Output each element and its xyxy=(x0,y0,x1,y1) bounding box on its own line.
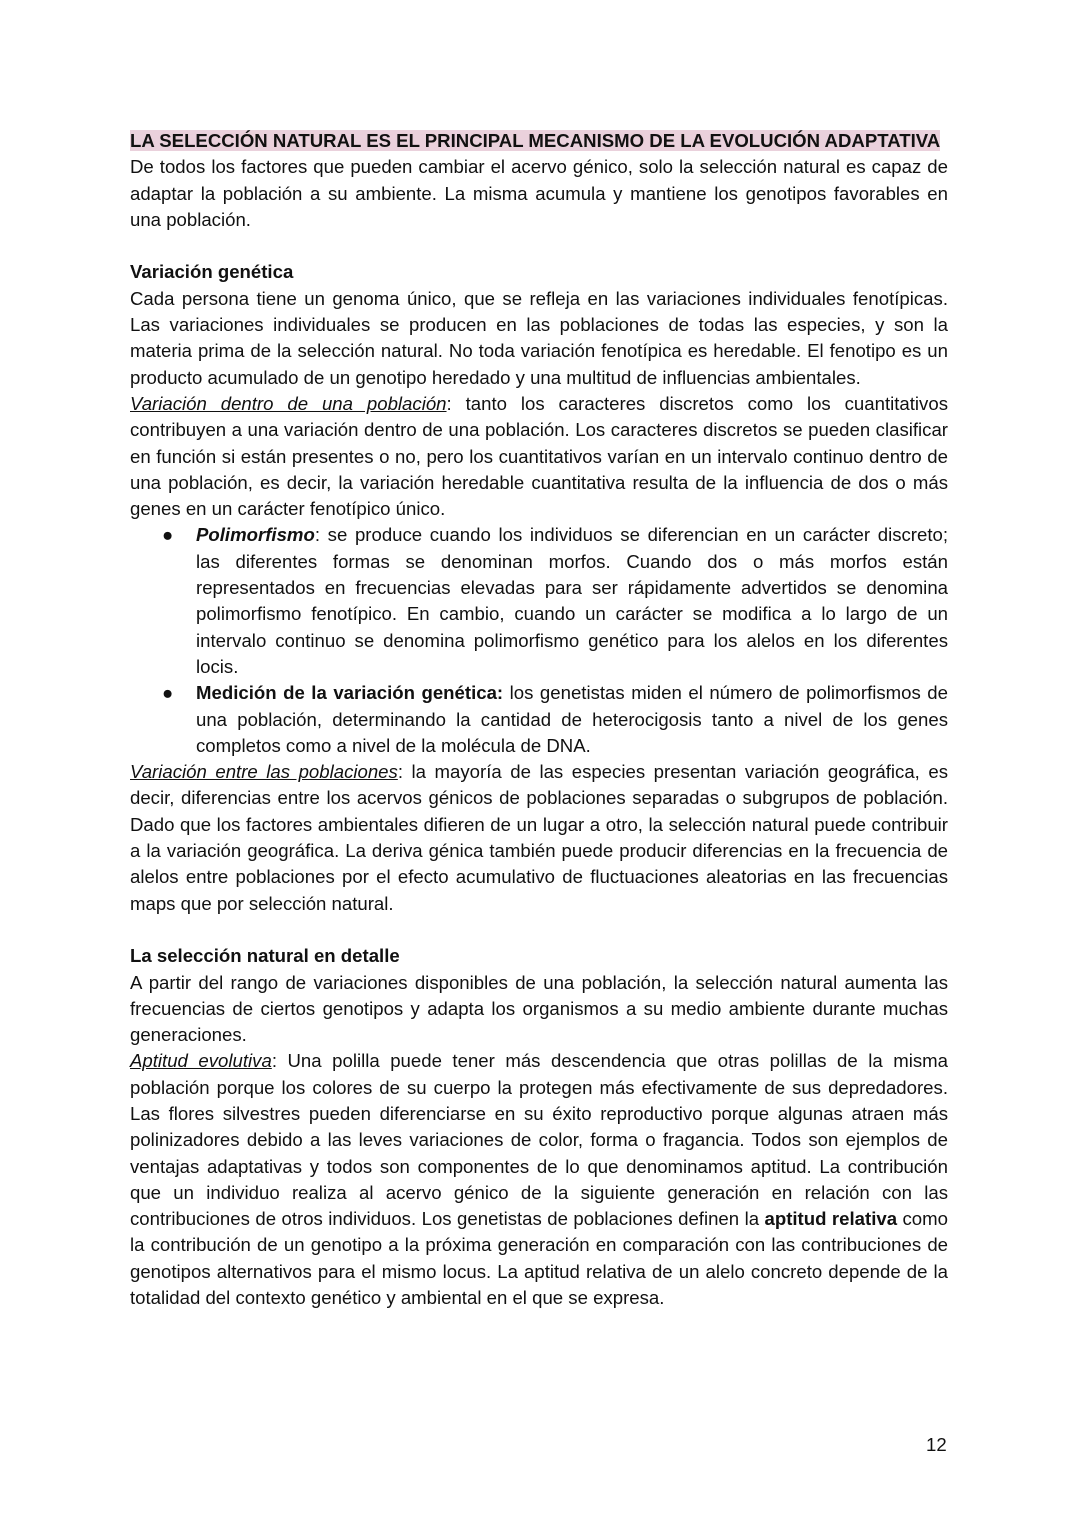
document-page xyxy=(130,128,948,1311)
list-item: ● Polimorfismo: se produce cuando los individuos se diferencian en un carácter discreto; las diferentes formas se denominan morfos. Cuando dos o más morfos están representados en frecuencias elevadas para ser rápidamente advertidos se denomina polimorfismo fenotípico. En cambio, cuando un carácter se modifica a lo largo de un intervalo continuo se denomina polimorfismo genético para los alelos en los diferentes locis. xyxy=(162,524,948,677)
bullet-icon: ● xyxy=(162,682,174,704)
spacer xyxy=(130,233,948,259)
section-heading-variacion: Variación genética xyxy=(130,261,294,283)
page-number: 12 xyxy=(926,1434,947,1455)
bullet-icon: ● xyxy=(162,524,174,546)
spacer xyxy=(130,917,948,943)
term: Variación entre las poblaciones xyxy=(130,761,398,783)
intro-paragraph: De todos los factores que pueden cambiar el acervo génico, solo la selección natural es capaz de adaptar la población a su ambiente. La misma acumula y mantiene los genotipos favorables en una población. xyxy=(130,156,948,230)
section-heading-seleccion: La selección natural en detalle xyxy=(130,945,400,967)
paragraph: Variación entre las poblaciones: la mayoría de las especies presentan variación geográfica, es decir, diferencias entre los acervos génicos de poblaciones separadas o subgrupos de población. Dado que los factores ambientales difieren de un lugar a otro, la selección natural puede contribuir a la variación geográfica. La deriva génica también puede producir diferencias en la frecuencia de alelos entre poblaciones por el efecto acumulativo de fluctuaciones aleatorias en las frecuencias maps que por selección natural. xyxy=(130,761,949,914)
page-title: LA SELECCIÓN NATURAL ES EL PRINCIPAL MECANISMO DE LA EVOLUCIÓN ADAPTATIVA xyxy=(130,130,941,151)
bullet-list xyxy=(130,522,948,759)
term: Variación dentro de una población xyxy=(130,392,447,414)
paragraph: A partir del rango de variaciones disponibles de una población, la selección natural aumenta las frecuencias de ciertos genotipos y adapta los organismos a su medio ambiente durante muchas generaciones. xyxy=(130,971,948,1046)
paragraph: Variación dentro de una población: tanto los caracteres discretos como los cuantitativos contribuyen a una variación dentro de una población. Los caracteres discretos se pueden clasificar en función si están presentes o no, pero los cuantitativos varían en un intervalo continuo dentro de una población, es decir, la variación heredable cuantitativa resulta de la influencia de dos o más genes en un carácter fenotípico único. xyxy=(130,392,948,520)
paragraph: Aptitud evolutiva: Una polilla puede tener más descendencia que otras polillas de la misma población porque los colores de su cuerpo la protegen más efectivamente de sus depredadores. Las flores silvestres pueden diferenciarse en su éxito reproductivo porque algunas atraen más polinizadores debido a las leves variaciones de color, forma o fragancia. Todos son ejemplos de ventajas adaptativas y todos son componentes de lo que denominamos aptitud. La contribución que un individuo realiza al acervo génico de la siguiente generación en relación con las contribuciones de otros individuos. Los genetistas de poblaciones definen la aptitud relativa como la contribución de un genotipo a la próxima generación en comparación con las contribuciones de genotipos alternativos para el mismo locus. La aptitud relativa de un alelo concreto depende de la totalidad del contexto genético y ambiental en el que se expresa. xyxy=(130,1050,948,1309)
term: Aptitud evolutiva xyxy=(130,1050,272,1072)
list-item: ● Medición de la variación genética: los genetistas miden el número de polimorfismos de una población, determinando la cantidad de heterocigosis tanto a nivel de los genes completos como a nivel de la molécula de DNA. xyxy=(162,682,948,756)
paragraph: Cada persona tiene un genoma único, que se refleja en las variaciones individuales fenotípicas. Las variaciones individuales se producen en las poblaciones de todas las especies, y son la materia prima de la selección natural. No toda variación fenotípica es heredable. El fenotipo es un producto acumulado de un genotipo heredado y una multitud de influencias ambientales. xyxy=(130,287,948,388)
